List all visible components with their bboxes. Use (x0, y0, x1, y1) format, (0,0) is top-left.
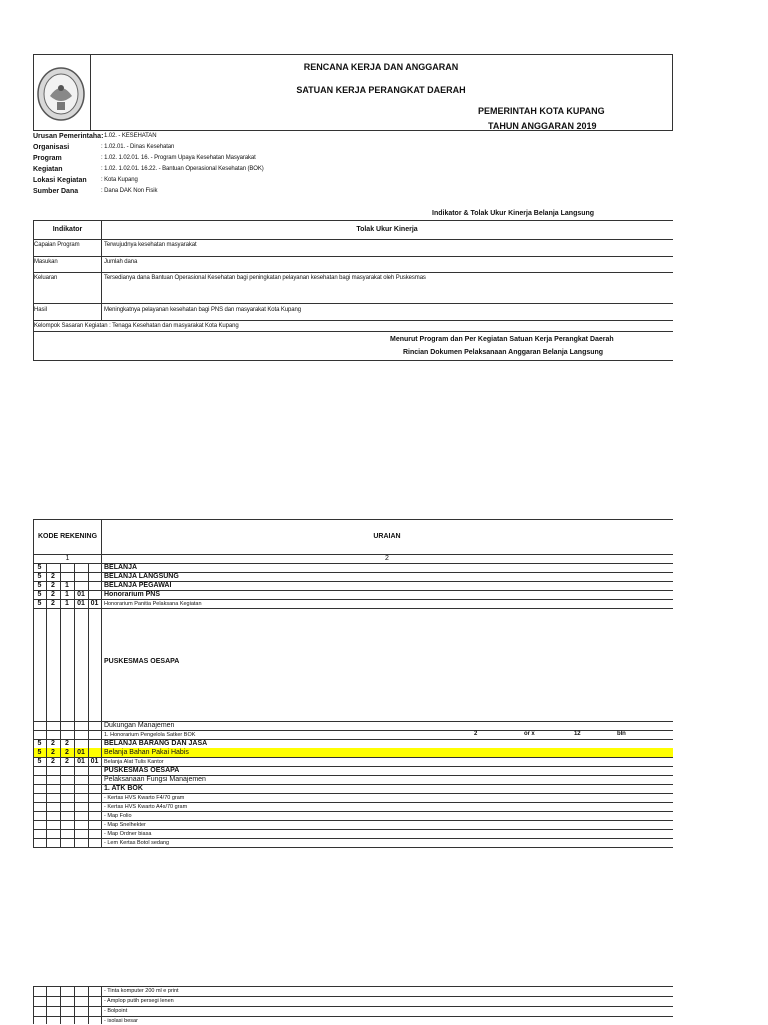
kode-cell: 2 (51, 600, 55, 607)
kode-cell: 5 (37, 740, 42, 747)
kode-cell: 5 (37, 573, 42, 580)
uraian-cell: - Map Ordner biasa (104, 831, 152, 837)
volume-cell: or x (524, 731, 535, 737)
kode-cell: 01 (90, 600, 99, 607)
kode-cell: 01 (77, 600, 85, 607)
uraian-cell: PUSKESMAS OESAPA (104, 767, 180, 774)
indicator-value: Tersedianya dana Bantuan Operasional Kesehatan bagi peningkatan pelayanan kesehatan bagi masyarakat oleh Puskesmas (104, 275, 426, 281)
doc-subtitle: SATUAN KERJA PERANGKAT DAERAH (296, 85, 466, 95)
info-value: 1.02. - KESEHATAN (104, 133, 157, 139)
kode-cell: 2 (65, 749, 69, 756)
uraian-cell: - isolasi besar (104, 1018, 138, 1024)
kode-cell: 5 (37, 564, 42, 571)
uraian-cell: 1. Honorarium Pengelola Satker BOK (104, 732, 196, 738)
uraian-cell: Belanja Alat Tulis Kantor (104, 759, 164, 765)
kode-cell: 2 (65, 758, 69, 765)
uraian-cell: 1. ATK BOK (104, 785, 143, 792)
kode-cell: 5 (37, 591, 42, 598)
info-label: Program (33, 155, 62, 162)
kode-cell: 01 (77, 758, 85, 765)
volume-cell: bln (617, 731, 626, 737)
kode-cell: 5 (37, 758, 42, 765)
col-kode-rekening: KODE REKENING (37, 533, 98, 540)
uraian-cell: Honorarium Panitia Pelaksana Kegiatan (104, 601, 202, 607)
info-label: Sumber Dana (33, 188, 79, 195)
rincian-title-1: Menurut Program dan Per Kegiatan Satuan Kerja Perangkat Daerah (390, 336, 614, 343)
col-tolak-ukur: Tolak Ukur Kinerja (356, 226, 418, 233)
volume-cell: 12 (574, 731, 581, 737)
col-uraian: URAIAN (373, 533, 401, 540)
uraian-cell: - Amplop putih persegi lenen (104, 998, 174, 1004)
uraian-cell: Pelaksanaan Fungsi Manajemen (104, 776, 206, 783)
info-label: Kegiatan (33, 166, 63, 173)
rincian-title-2: Rincian Dokumen Pelaksanaan Anggaran Belanja Langsung (403, 349, 604, 356)
kode-cell: 1 (65, 591, 69, 598)
uraian-cell: Dukungan Manajemen (104, 722, 175, 729)
doc-title: RENCANA KERJA DAN ANGGARAN (303, 62, 459, 72)
budget-year: TAHUN ANGGARAN 2019 (488, 121, 597, 131)
kelompok-sasaran: Kelompok Sasaran Kegiatan : Tenaga Kesehatan dan masyarakat Kota Kupang (34, 323, 239, 329)
info-label: Organisasi (33, 144, 70, 151)
indicator-label: Capaian Program (34, 242, 80, 248)
info-value: : 1.02. 1.02.01. 16.22. - Bantuan Operasional Kesehatan (BOK) (101, 166, 264, 172)
indicator-value: Jumlah dana (104, 259, 138, 265)
uraian-cell: BELANJA (104, 564, 138, 571)
kode-cell: 5 (37, 749, 42, 756)
kode-cell: 2 (65, 740, 69, 747)
kode-cell: 5 (37, 600, 42, 607)
uraian-cell: - Kertas HVS Kwarto A4s/70 gram (104, 804, 188, 810)
info-value: : 1.02. 1.02.01. 16. - Program Upaya Kesehatan Masyarakat (101, 155, 256, 161)
col-number-1: 1 (65, 555, 70, 562)
uraian-cell: - Map Snelhekter (104, 822, 146, 828)
kode-cell: 01 (77, 591, 85, 598)
uraian-cell: - Lem Kertas Botol sedang (104, 840, 170, 846)
volume-cell: 2 (474, 731, 478, 737)
info-label: Urusan Pemerintaha: (33, 133, 104, 140)
uraian-cell: Honorarium PNS (104, 591, 161, 598)
kode-cell: 2 (51, 749, 55, 756)
kode-cell: 2 (51, 591, 55, 598)
city-emblem-icon (36, 66, 86, 122)
kode-cell: 1 (65, 582, 69, 589)
uraian-cell: - Bolpoint (104, 1008, 128, 1014)
kode-cell: 2 (51, 758, 55, 765)
info-value: : 1.02.01. - Dinas Kesehatan (101, 144, 175, 150)
kode-cell: 2 (51, 582, 55, 589)
indicator-section-title: Indikator & Tolak Ukur Kinerja Belanja Langsung (432, 210, 595, 217)
info-label: Lokasi Kegiatan (33, 177, 87, 184)
indicator-label: Keluaran (34, 275, 58, 281)
uraian-cell: - Map Folio (104, 813, 132, 819)
indicator-value: Terwujudnya kesehatan masyarakat (104, 242, 197, 248)
info-value: : Dana DAK Non Fisik (101, 188, 158, 194)
uraian-cell: PUSKESMAS OESAPA (104, 658, 180, 665)
kode-cell: 2 (51, 573, 55, 580)
indicator-value: Meningkatnya pelayanan kesehatan bagi PNS dan masyarakat Kota Kupang (104, 307, 302, 313)
col-indikator: Indikator (52, 226, 83, 233)
kode-cell: 5 (37, 582, 42, 589)
uraian-cell: Belanja Bahan Pakai Habis (104, 749, 189, 756)
kode-cell: 01 (77, 749, 85, 756)
uraian-cell: BELANJA PEGAWAI (104, 582, 172, 589)
kode-cell: 2 (51, 740, 55, 747)
uraian-cell: - Kertas HVS Kwarto F4/70 gram (104, 795, 185, 801)
uraian-cell: - Tinta komputer 200 ml e print (104, 988, 179, 994)
uraian-cell: BELANJA BARANG DAN JASA (104, 740, 208, 747)
col-number-2: 2 (385, 555, 389, 562)
kode-cell: 1 (65, 600, 69, 607)
indicator-label: Hasil (34, 307, 47, 313)
indicator-label: Masukan (34, 259, 58, 265)
info-value: : Kota Kupang (101, 177, 138, 183)
kode-cell: 01 (90, 758, 99, 765)
uraian-cell: BELANJA LANGSUNG (104, 573, 179, 580)
government-name: PEMERINTAH KOTA KUPANG (478, 106, 605, 116)
